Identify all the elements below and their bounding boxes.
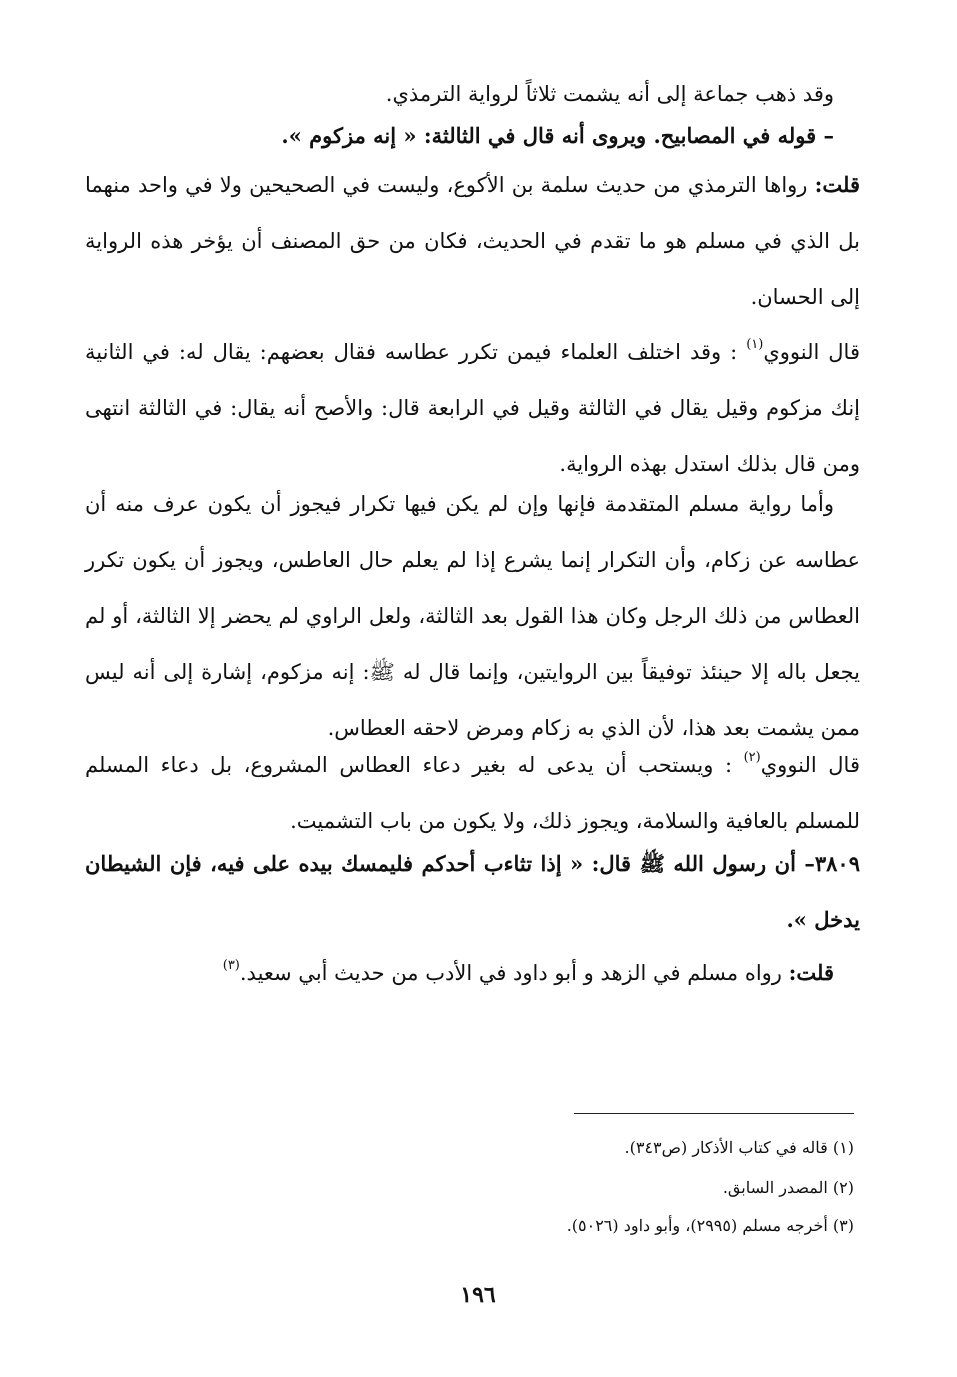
paragraph-nawawi-2-text: : ويستحب أن يدعى له بغير دعاء العطاس المشروع، بل دعاء المسلم للمسلم بالعافية والسلامة، ويجوز ذلك، ولا يكون من باب التشميت.	[85, 753, 860, 833]
qultu-label: قلت:	[814, 172, 860, 197]
heading-masabih-text: – قوله في المصابيح. ويروى أنه قال في الثالثة: « إنه مزكوم ».	[281, 123, 834, 148]
qultu-label-2: قلت:	[788, 960, 834, 985]
footnote-3: (٣) أخرجه مسلم (٢٩٩٥)، وأبو داود (٥٠٢٦).	[566, 1216, 854, 1235]
hadith-3809-text: ٣٨٠٩– أن رسول الله ﷺ قال: « إذا تثاءب أحدكم فليمسك بيده على فيه، فإن الشيطان يدخل ».	[85, 851, 860, 932]
page-number: ١٩٦	[460, 1282, 496, 1308]
nawawi-lead: قال النووي	[763, 340, 860, 364]
nawawi-lead-2: قال النووي	[760, 753, 860, 777]
paragraph-nawawi-1-text: : وقد اختلف العلماء فيمن تكرر عطاسه فقال بعضهم: يقال له: في الثانية إنك مزكوم وقيل يقال في الثالثة وقيل في الرابعة قال: والأصح أنه يقال: في الثالثة انتهى ومن قال بذلك استدل بهذه الرواية.	[85, 340, 860, 476]
paragraph-qultu-2	[85, 945, 860, 1001]
hadith-3809	[85, 836, 860, 948]
heading-masabih-quote	[85, 108, 860, 164]
footnote-1: (١) قاله في كتاب الأذكار (ص٣٤٣).	[624, 1138, 854, 1157]
footnote-ref-3: (٣)	[222, 958, 240, 973]
paragraph-nawawi-2	[85, 737, 860, 849]
paragraph-qultu-1	[85, 157, 860, 325]
paragraph-qultu-2-text: رواه مسلم في الزهد و أبو داود في الأدب من حديث أبي سعيد.	[239, 961, 782, 985]
paragraph-intro-text: وقد ذهب جماعة إلى أنه يشمت ثلاثاً لرواية الترمذي.	[385, 82, 834, 106]
footnote-2: (٢) المصدر السابق.	[722, 1178, 854, 1197]
paragraph-muslim-narration-text: وأما رواية مسلم المتقدمة فإنها وإن لم يكن فيها تكرار فيجوز أن يكون عرف منه أن عطاسه عن زكام، وأن التكرار إنما يشرع إذا لم يعلم حال العاطس، ويجوز أن يكون تكرر العطاس من ذلك الرجل وكان هذا القول بعد الثالثة، ولعل الراوي لم يحضر إلا الثالثة، أو لم يجعل باله إلا حينئذ توفيقاً بين الروايتين، وإنما قال له ﷺ: إنه مزكوم، إشارة إلى أنه ليس ممن يشمت بعد هذا، لأن الذي به زكام ومرض لاحقه العطاس.	[85, 492, 860, 740]
footnote-ref-1: (١)	[746, 337, 764, 352]
paragraph-muslim-narration	[85, 476, 860, 756]
footnote-ref-2: (٢)	[743, 750, 761, 765]
paragraph-qultu-1-text: رواها الترمذي من حديث سلمة بن الأكوع، وليست في الصحيحين ولا في واحد منهما بل الذي في مسلم هو ما تقدم في الحديث، فكان من حق المصنف أن يؤخر هذه الرواية إلى الحسان.	[85, 173, 860, 309]
footnote-divider	[574, 1113, 854, 1114]
paragraph-nawawi-1	[85, 324, 860, 492]
